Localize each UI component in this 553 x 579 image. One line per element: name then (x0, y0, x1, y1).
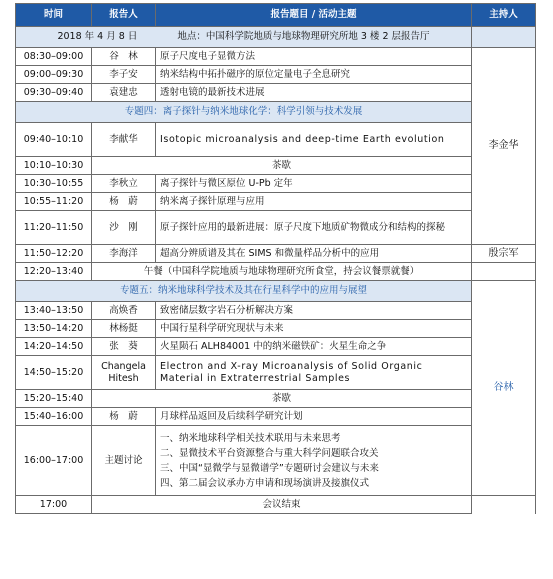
lunch-row (16, 263, 536, 281)
time-cell: 17:00 (16, 496, 92, 514)
topic-cell: 原子尺度电子显微方法 (156, 48, 472, 66)
closing-row (16, 496, 536, 514)
speaker-cell: 李秋立 (92, 175, 156, 193)
break-cell: 茶歇 (92, 157, 472, 175)
host-cell-1: 李金华 (472, 48, 536, 245)
header-topic: 报告题目 / 活动主题 (156, 4, 472, 27)
speaker-cell: Changela Hitesh (92, 356, 156, 390)
host-cell-empty (472, 27, 536, 48)
date-venue-cell (16, 27, 472, 48)
time-cell: 08:30–09:00 (16, 48, 92, 66)
host-cell-2: 殷宗军 (472, 245, 536, 263)
session-header: 专题四：离子探针与纳米地球化学：科学引领与技术发展 (16, 102, 472, 123)
time-cell: 12:20–13:40 (16, 263, 92, 281)
header-time: 时间 (16, 4, 92, 27)
table-row (16, 84, 536, 102)
time-cell: 10:55–11:20 (16, 193, 92, 211)
event-date: 2018 年 4 月 8 日 (57, 31, 138, 42)
table-row (16, 338, 536, 356)
topic-cell: 原子探针应用的最新进展：原子尺度下地质矿物微成分和结构的探秘 (156, 211, 472, 245)
time-cell: 11:50–12:20 (16, 245, 92, 263)
table-row (16, 175, 536, 193)
schedule-table (15, 3, 536, 514)
discussion-item: 一、纳米地球科学相关技术联用与未来思考 (160, 432, 341, 444)
speaker-cell: 谷 林 (92, 48, 156, 66)
header-row (16, 4, 536, 27)
time-cell: 15:20–15:40 (16, 390, 92, 408)
time-cell: 10:30–10:55 (16, 175, 92, 193)
topic-cell: Electron and X-ray Microanalysis of Solid Organic Material in Extraterrestrial Samples (156, 356, 472, 390)
speaker-cell: 李献华 (92, 123, 156, 157)
topic-cell: 超高分辨质谱及其在 SIMS 和微量样品分析中的应用 (156, 245, 472, 263)
time-cell: 09:00–09:30 (16, 66, 92, 84)
host-cell-3: 谷林 (472, 281, 536, 496)
date-row (16, 27, 536, 48)
time-cell: 09:30–09:40 (16, 84, 92, 102)
time-cell: 14:20–14:50 (16, 338, 92, 356)
topic-cell: 致密储层数字岩石分析解决方案 (156, 302, 472, 320)
topic-cell: 透射电镜的最新技术进展 (156, 84, 472, 102)
schedule-sheet (15, 3, 535, 514)
topic-cell: 中国行星科学研究现状与未来 (156, 320, 472, 338)
table-row (16, 356, 536, 390)
speaker-cell: 李子安 (92, 66, 156, 84)
table-row (16, 408, 536, 426)
discussion-item: 三、中国“显微学与显微谱学”专题研讨会建议与未来 (160, 462, 379, 474)
speaker-cell: 李海洋 (92, 245, 156, 263)
time-cell: 15:40–16:00 (16, 408, 92, 426)
topic-cell: 离子探针与微区原位 U-Pb 定年 (156, 175, 472, 193)
event-venue: 地点：中国科学院地质与地球物理研究所地 3 楼 2 层报告厅 (177, 31, 430, 42)
topic-cell: 纳米离子探针原理与应用 (156, 193, 472, 211)
table-row (16, 66, 536, 84)
header-host: 主持人 (472, 4, 536, 27)
table-row (16, 320, 536, 338)
topic-cell: 纳米结构中拓扑磁序的原位定量电子全息研究 (156, 66, 472, 84)
session-header-row (16, 281, 536, 302)
break-cell: 茶歇 (92, 390, 472, 408)
table-row (16, 245, 536, 263)
topic-cell: 火星陨石 ALH84001 中的纳米磁铁矿：火星生命之争 (156, 338, 472, 356)
topic-cell: 月球样品返回及后续科学研究计划 (156, 408, 472, 426)
session-header-row (16, 102, 536, 123)
discussion-topics-cell (156, 426, 472, 496)
table-row (16, 193, 536, 211)
table-row (16, 123, 536, 157)
session-header: 专题五：纳米地球科学技术及其在行星科学中的应用与展望 (16, 281, 472, 302)
lunch-cell: 午餐（中国科学院地质与地球物理研究所食堂，持会议餐票就餐） (92, 263, 472, 281)
speaker-cell: 高焕香 (92, 302, 156, 320)
speaker-cell: 杨 蔚 (92, 408, 156, 426)
break-row (16, 157, 536, 175)
topic-cell: Isotopic microanalysis and deep-time Earth evolution (156, 123, 472, 157)
time-cell: 11:20–11:50 (16, 211, 92, 245)
closing-cell: 会议结束 (92, 496, 472, 514)
time-cell: 13:40–13:50 (16, 302, 92, 320)
time-cell: 14:50–15:20 (16, 356, 92, 390)
time-cell: 13:50–14:20 (16, 320, 92, 338)
speaker-cell: 张 葵 (92, 338, 156, 356)
speaker-cell: 林杨挺 (92, 320, 156, 338)
speaker-cell: 杨 蔚 (92, 193, 156, 211)
break-row (16, 390, 536, 408)
table-row (16, 211, 536, 245)
speaker-cell: 袁建忠 (92, 84, 156, 102)
header-speaker: 报告人 (92, 4, 156, 27)
time-cell: 09:40–10:10 (16, 123, 92, 157)
table-row (16, 302, 536, 320)
speaker-cell: 沙 刚 (92, 211, 156, 245)
host-cell-empty (472, 263, 536, 281)
time-cell: 10:10–10:30 (16, 157, 92, 175)
table-row (16, 48, 536, 66)
discussion-row (16, 426, 536, 496)
speaker-cell: 主题讨论 (92, 426, 156, 496)
discussion-item: 二、显微技术平台资源整合与重大科学问题联合攻关 (160, 447, 379, 459)
discussion-item: 四、第二届会议承办方申请和现场演讲及接旗仪式 (160, 477, 370, 489)
time-cell: 16:00–17:00 (16, 426, 92, 496)
